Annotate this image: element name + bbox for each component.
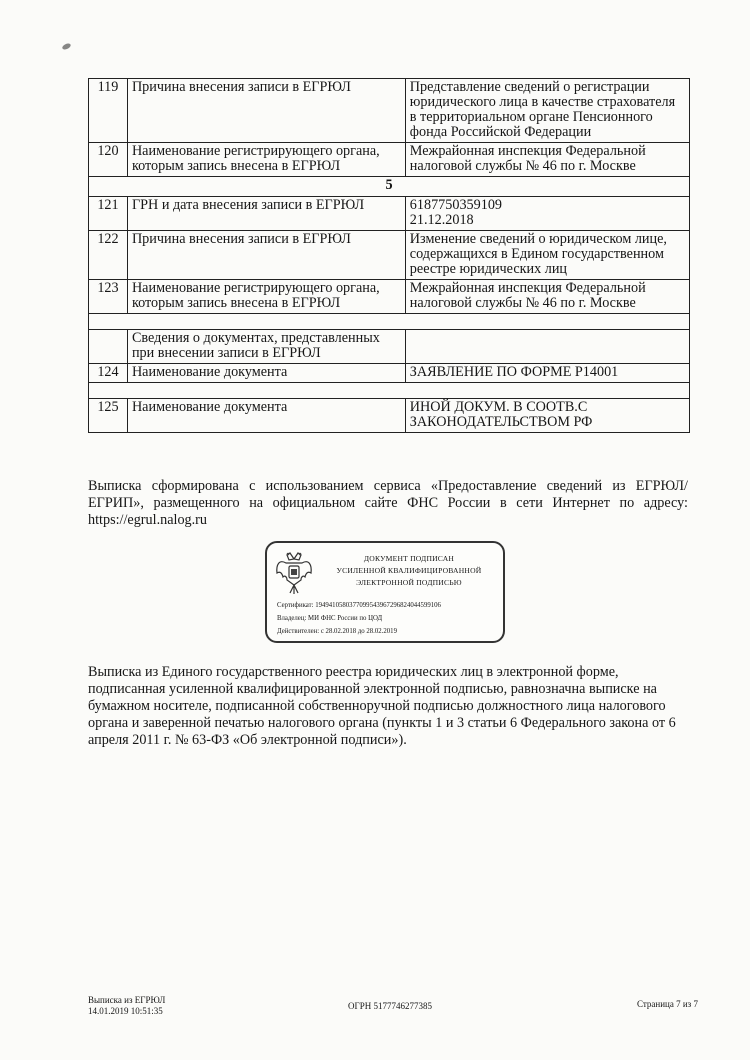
footer-extract-timestamp: 14.01.2019 10:51:35: [88, 1006, 163, 1016]
field-label: Наименование документа: [127, 364, 405, 383]
table-row: [89, 231, 690, 280]
field-value: Межрайонная инспекция Федеральной налоговой службы № 46 по г. Москве: [405, 143, 689, 177]
field-value: 6187750359109 21.12.2018: [405, 197, 689, 231]
signature-validity: Действителен: с 28.02.2018 до 28.02.2019: [277, 628, 397, 635]
field-value: [405, 330, 689, 364]
row-number: 119: [89, 79, 128, 143]
row-number: 122: [89, 231, 128, 280]
table-row: [89, 330, 690, 364]
field-label: Наименование документа: [127, 399, 405, 433]
signature-owner: Владелец: МИ ФНС России по ЦОД: [277, 615, 383, 622]
row-number: 120: [89, 143, 128, 177]
table-row: [89, 364, 690, 383]
spacer-cell: [89, 383, 690, 399]
footer-page-number: Страница 7 из 7: [637, 999, 698, 1009]
row-number: [89, 330, 128, 364]
signature-certificate: Сертификат: 1949410580377099543967296824044599106: [277, 602, 441, 609]
signature-heading: ДОКУМЕНТ ПОДПИСАН УСИЛЕННОЙ КВАЛИФИЦИРОВАННОЙ ЭЛЕКТРОННОЙ ПОДПИСЬЮ: [336, 554, 482, 587]
scan-artifact: [61, 42, 71, 50]
table-row: [89, 197, 690, 231]
row-number: 125: [89, 399, 128, 433]
spacer-cell: [89, 314, 690, 330]
field-label: Причина внесения записи в ЕГРЮЛ: [127, 79, 405, 143]
field-value: ЗАЯВЛЕНИЕ ПО ФОРМЕ Р14001: [405, 364, 689, 383]
field-label: Причина внесения записи в ЕГРЮЛ: [127, 231, 405, 280]
table-row: [89, 143, 690, 177]
field-label: Наименование регистрирующего органа, которым запись внесена в ЕГРЮЛ: [127, 280, 405, 314]
electronic-signature-stamp: [265, 541, 505, 643]
footer-ogrn: ОГРН 5177746277385: [348, 1001, 432, 1011]
row-number: 121: [89, 197, 128, 231]
field-label: Наименование регистрирующего органа, которым запись внесена в ЕГРЮЛ: [127, 143, 405, 177]
field-value: Межрайонная инспекция Федеральной налоговой службы № 46 по г. Москве: [405, 280, 689, 314]
field-value: Представление сведений о регистрации юридического лица в качестве страхователя в территориальном органе Пенсионного фонда Российской Федерации: [405, 79, 689, 143]
egrul-table: [88, 78, 690, 433]
legal-notice-paragraph: Выписка из Единого государственного реестра юридических лиц в электронной форме, подписанная усиленной квалифицированной электронной подписью, равнозначна выписке на бумажном носителе, подписанной собственноручной подписью должностного лица налогового органа и заверенной печатью налогового органа (пункты 1 и 3 статьи 6 Федерального закона от 6 апреля 2011 г. № 63-ФЗ «Об электронной подписи»).: [88, 664, 676, 748]
row-number: 123: [89, 280, 128, 314]
spacer-row: [89, 383, 690, 399]
service-info-paragraph: Выписка сформирована с использованием сервиса «Предоставление сведений из ЕГРЮЛ/ЕГРИП», размещенного на официальном сайте ФНС России в сети Интернет по адресу: https://egrul.nalog.ru: [88, 478, 688, 528]
egrul-table-body: [89, 79, 690, 433]
footer-extract-title: Выписка из ЕГРЮЛ: [88, 995, 166, 1005]
section-number: 5: [89, 177, 690, 197]
table-row: [89, 79, 690, 143]
field-value: Изменение сведений о юридическом лице, содержащихся в Едином государственном реестре юридических лиц: [405, 231, 689, 280]
field-value: ИНОЙ ДОКУМ. В СООТВ.С ЗАКОНОДАТЕЛЬСТВОМ РФ: [405, 399, 689, 433]
spacer-row: [89, 314, 690, 330]
row-number: 124: [89, 364, 128, 383]
section-row: [89, 177, 690, 197]
table-row: [89, 280, 690, 314]
footer-extract-info: [88, 995, 165, 1017]
field-label: Сведения о документах, представленных при внесении записи в ЕГРЮЛ: [127, 330, 405, 364]
field-label: ГРН и дата внесения записи в ЕГРЮЛ: [127, 197, 405, 231]
table-row: [89, 399, 690, 433]
emblem-icon: [273, 549, 315, 597]
